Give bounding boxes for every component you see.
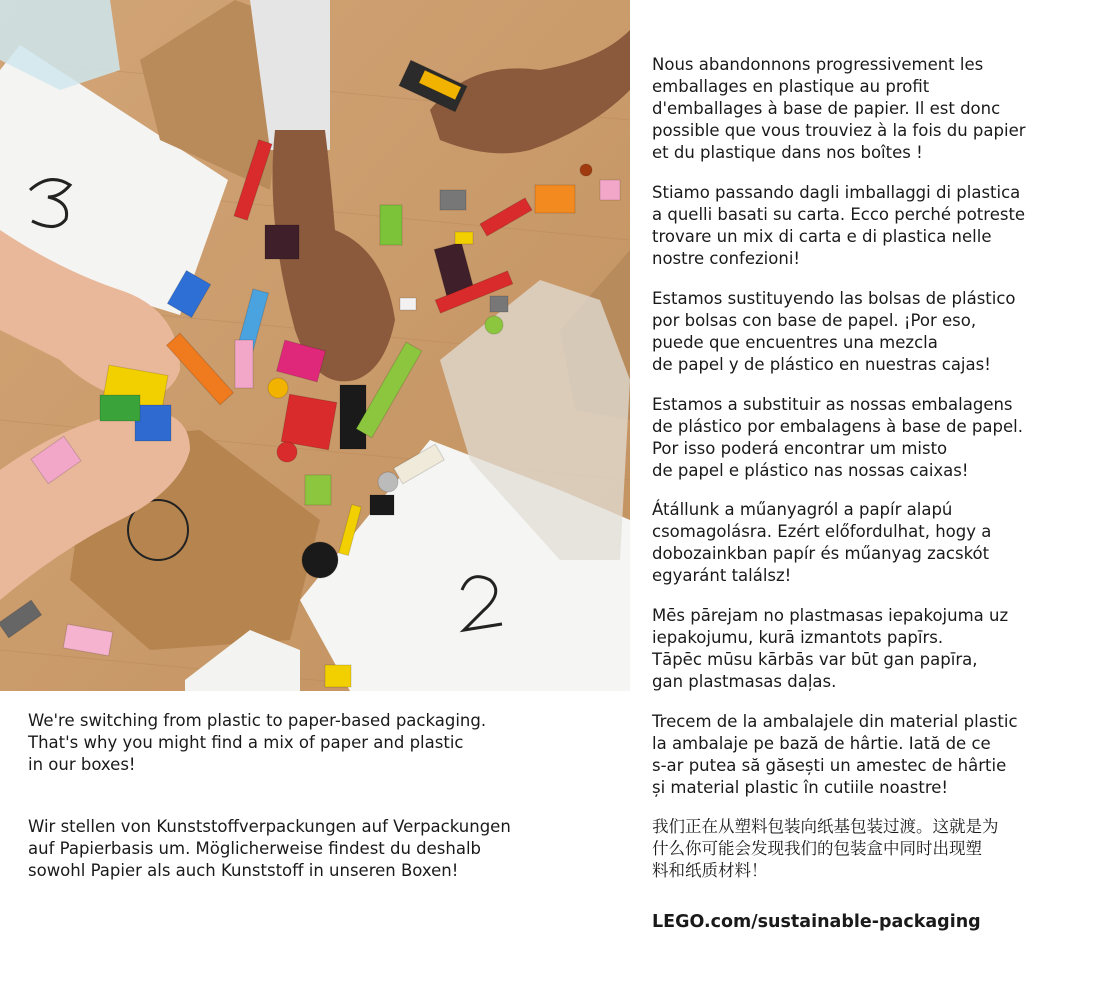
text-english: We're switching from plastic to paper-based packaging. That's why you might find a mix of paper and plastic in our boxes! <box>28 711 487 774</box>
sustainable-packaging-link[interactable]: LEGO.com/sustainable-packaging <box>652 912 981 932</box>
text-hungarian: Átállunk a műanyagról a papír alapú csomagolásra. Ezért előfordulhat, hogy a dobozainkban papír és műanyag zacskót egyaránt találsz! <box>652 500 992 585</box>
text-italian: Stiamo passando dagli imballaggi di plastica a quelli basati su carta. Ecco perché potreste trovare un mix di carta e di plastica nelle nostre confezioni! <box>652 183 1026 268</box>
photo-illustration <box>0 0 630 691</box>
text-portuguese: Estamos a substituir as nossas embalagens de plástico por embalagens à base de papel. Por isso poderá encontrar um misto de papel e plástico nas nossas caixas! <box>652 395 1023 480</box>
text-romanian: Trecem de la ambalajele din material plastic la ambalaje pe bază de hârtie. Iată de ce s-ar putea să găsești un amestec de hârtie și material plastic în cutiile noastre! <box>652 712 1018 797</box>
text-german: Wir stellen von Kunststoffverpackungen auf Verpackungen auf Papierbasis um. Möglicherweise findest du deshalb sowohl Papier als auch Kunststoff in unseren Boxen! <box>28 817 511 880</box>
text-spanish: Estamos sustituyendo las bolsas de plástico por bolsas con base de papel. ¡Por eso, puede que encuentres una mezcla de papel y de plástico en nuestras cajas! <box>652 289 1016 374</box>
lego-bricks-photo <box>0 0 630 691</box>
text-french: Nous abandonnons progressivement les emballages en plastique au profit d'emballages à base de papier. Il est donc possible que vous trouviez à la fois du papier et du plastique dans nos boîtes ! <box>652 55 1026 162</box>
text-chinese: 我们正在从塑料包装向纸基包装过渡。这就是为 什么你可能会发现我们的包装盒中同时出现塑 料和纸质材料！ <box>652 817 999 880</box>
text-latvian: Mēs pārejam no plastmasas iepakojuma uz iepakojumu, kurā izmantots papīrs. Tāpēc mūsu kārbās var būt gan papīra, gan plastmasas daļas. <box>652 606 1009 691</box>
